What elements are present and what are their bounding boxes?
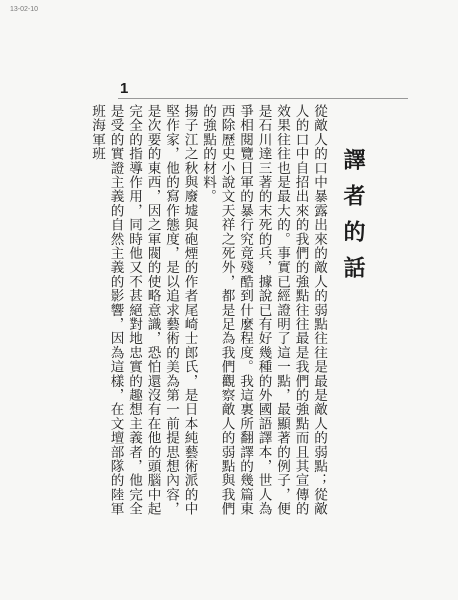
page-title: 譯者的話 [340, 148, 366, 292]
archive-stamp: 13-02-10 [10, 6, 39, 13]
paragraph-1: 從敵人的口中暴露出來的敵人的弱點往往是最是敵人的弱點；從敵人的口中自招出來的我們的強點往往最是我們的強點而且其宣傳的效果往往也是最大的。事實已經證明了這一點，最顯著的例子，便是石川達三著的末死的兵，據說已有好幾種的外國語譯本，世人為爭相閱覽日軍的暴行究竟殘酷到什麼程度。我這裏所翻譯的幾篇東西除歷史小說文天祥之死外，都是足為我們觀察敵人的弱點與我們的強點的材料。 [200, 104, 327, 516]
header-divider [118, 98, 408, 99]
page-number: 1 [120, 80, 129, 97]
paragraph-2: 揚子江之秋與廢墟與砲煙的作者尾崎士郎氏，是日本純藝術派的中堅作家，他的寫作態度，是以追求藝術的美為第一前提思想內容，是次要的東西，因之軍閥的使略意識，恐怕還沒有在他的頭腦中起完全的指導作用，同時他又不甚絕對地忠實的趣想主義者，他完全是受的實證主義的自然主義的影響，因為這樣，在文壇部隊的陸軍班海軍班 [89, 104, 198, 516]
body-text [89, 104, 328, 524]
